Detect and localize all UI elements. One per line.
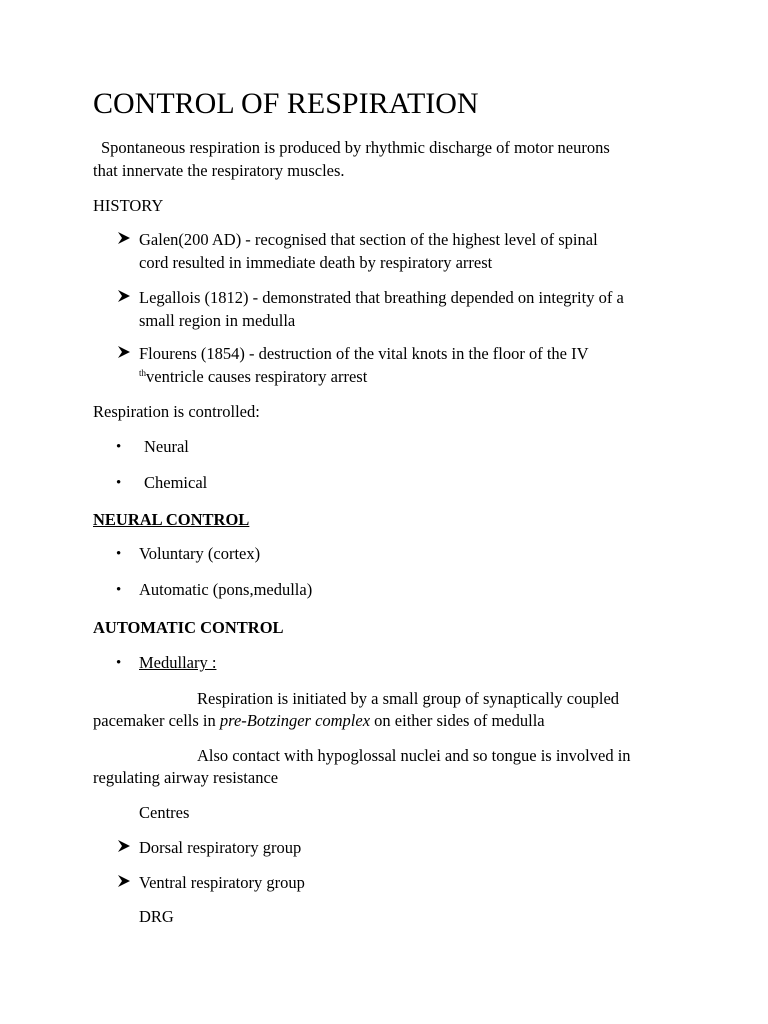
controlled-label: Respiration is controlled: — [93, 402, 260, 421]
history-item-3-line-2 — [139, 366, 367, 388]
dot-bullet-icon: • — [116, 655, 122, 671]
history-heading: HISTORY — [93, 196, 164, 215]
arrow-bullet-icon — [117, 344, 131, 366]
centres-item-ventral: Ventral respiratory group — [139, 873, 305, 892]
pre-botzinger-term: pre-Botzinger complex — [219, 711, 371, 730]
controlled-item-neural: Neural — [144, 437, 189, 456]
neural-control-heading: NEURAL CONTROL — [93, 510, 250, 529]
history-item-3-line-1: Flourens (1854) - destruction of the vital knots in the floor of the IV — [139, 344, 589, 363]
history-item-1-line-2: cord resulted in immediate death by respiratory arrest — [139, 253, 493, 272]
medullary-label: Medullary : — [139, 653, 217, 672]
paragraph-1-line-1: Respiration is initiated by a small group of synaptically coupled — [197, 689, 620, 708]
intro-line-2: that innervate the respiratory muscles. — [93, 161, 345, 180]
automatic-control-heading: AUTOMATIC CONTROL — [93, 618, 284, 637]
intro-line-1: Spontaneous respiration is produced by rhythmic discharge of motor neurons — [101, 138, 610, 157]
centres-item-dorsal: Dorsal respiratory group — [139, 838, 302, 857]
arrow-bullet-icon — [117, 838, 131, 860]
paragraph-2-line-2: regulating airway resistance — [93, 768, 279, 787]
arrow-bullet-icon — [117, 873, 131, 895]
paragraph-2-line-1: Also contact with hypoglossal nuclei and so tongue is involved in — [197, 746, 631, 765]
dot-bullet-icon: • — [116, 475, 122, 491]
dot-bullet-icon: • — [116, 582, 122, 598]
dot-bullet-icon: • — [116, 546, 122, 562]
history-item-2-line-1: Legallois (1812) - demonstrated that breathing depended on integrity of a — [139, 288, 624, 307]
arrow-bullet-icon — [117, 230, 131, 252]
dot-bullet-icon: • — [116, 439, 122, 455]
history-item-1-line-1: Galen(200 AD) - recognised that section of the highest level of spinal — [139, 230, 598, 249]
drg-label: DRG — [139, 907, 174, 926]
paragraph-1-line-2-pre: pacemaker cells in — [93, 711, 220, 730]
controlled-item-chemical: Chemical — [144, 473, 208, 492]
arrow-bullet-icon — [117, 288, 131, 310]
neural-item-voluntary: Voluntary (cortex) — [139, 544, 261, 563]
history-item-3-line-2-text: ventricle causes respiratory arrest — [146, 367, 368, 386]
superscript-th: th — [139, 368, 147, 378]
page-title: CONTROL OF RESPIRATION — [93, 87, 479, 120]
paragraph-1-line-2 — [93, 710, 545, 732]
neural-item-automatic: Automatic (pons,medulla) — [139, 580, 313, 599]
history-item-2-line-2: small region in medulla — [139, 311, 296, 330]
centres-label: Centres — [139, 803, 190, 822]
paragraph-1-line-2-post: on either sides of medulla — [370, 711, 545, 730]
